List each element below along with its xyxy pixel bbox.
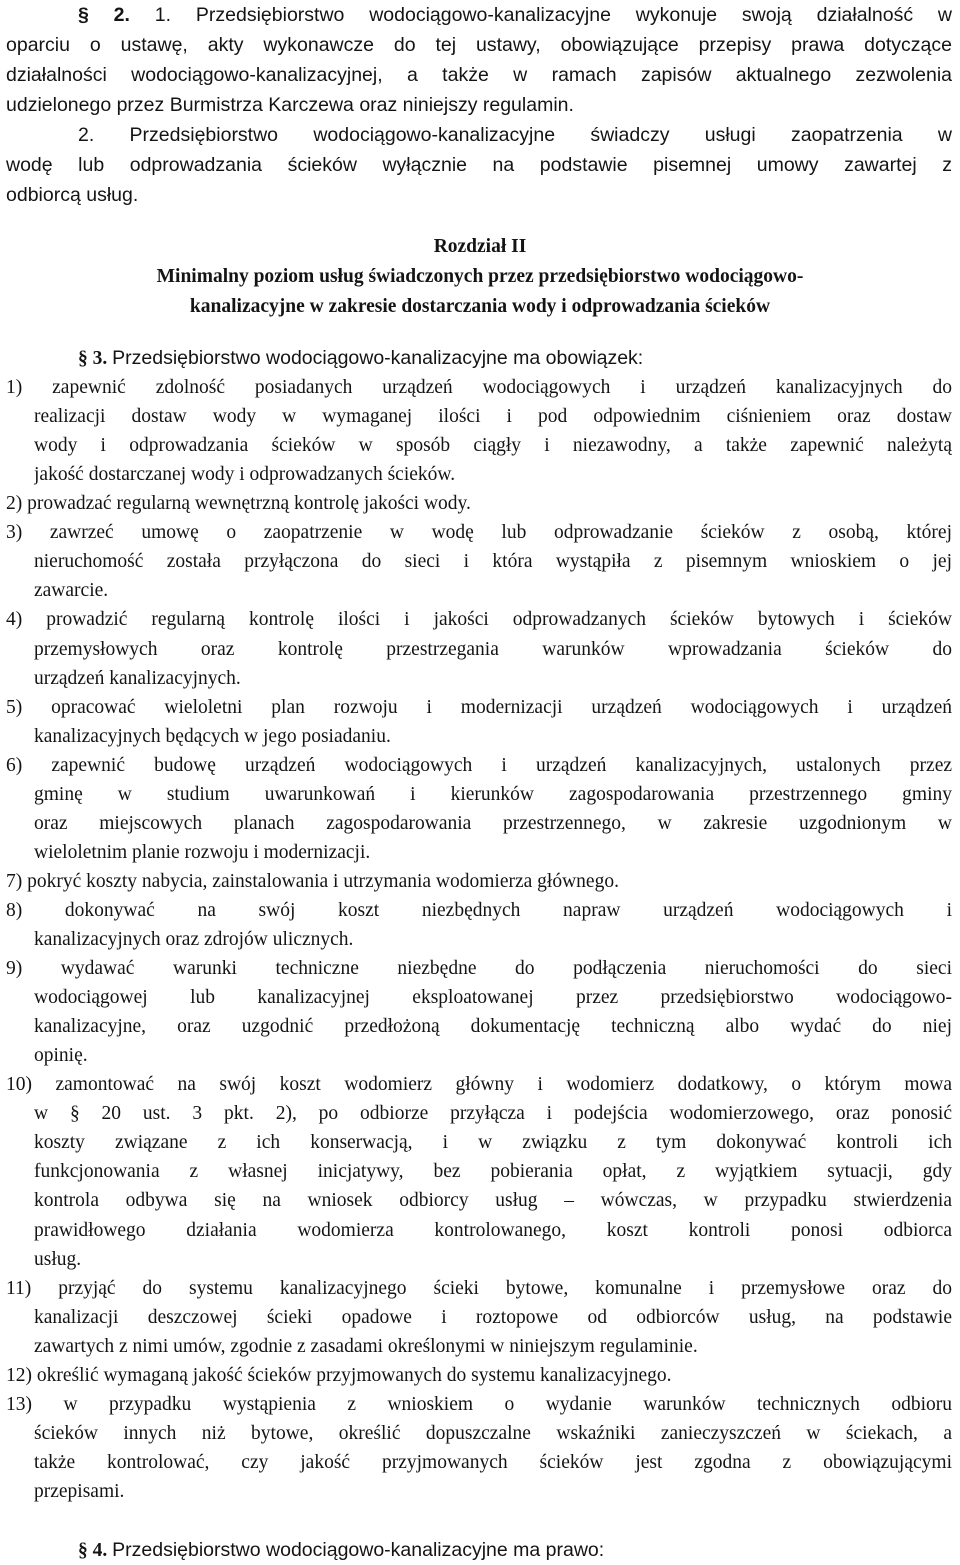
section-3-item-line: 6) zapewnić budowę urządzeń wodociągowych i urządzeń kanalizacyjnych, ustalonych przez: [6, 754, 952, 776]
section-3-item-line: wodociągowej lub kanalizacyjnej eksploatowanej przez przedsiębiorstwo wodociągowo-: [34, 987, 952, 1009]
section-3-item-line: usług.: [34, 1248, 82, 1270]
section-3-item-line: 10) zamontować na swój koszt wodomierz główny i wodomierz dodatkowy, o którym mowa: [6, 1074, 952, 1096]
section-3-item-line: 8) dokonywać na swój koszt niezbędnych napraw urządzeń wodociągowych i: [6, 899, 952, 921]
section-3-item-line: urządzeń kanalizacyjnych.: [34, 667, 241, 689]
chapter-heading: Rozdział II: [433, 236, 527, 257]
section-3-item-line: zawartych z nimi umów, zgodnie z zasadami określonymi w niniejszym regulaminie.: [34, 1335, 698, 1357]
section-3-item-line: przemysłowych oraz kontrolę przestrzegania warunków wprowadzania ścieków do: [34, 638, 952, 660]
section-3-lead: § 3. Przedsiębiorstwo wodociągowo-kanalizacyjne ma obowiązek:: [78, 347, 644, 369]
section-2-line: odbiorcą usług.: [6, 184, 139, 206]
section-2-line: 2. Przedsiębiorstwo wodociągowo-kanalizacyjne świadczy usługi zaopatrzenia w: [78, 124, 952, 146]
section-3-item-line: 3) zawrzeć umowę o zaopatrzenie w wodę lub odprowadzanie ścieków z osobą, której: [6, 522, 952, 544]
chapter-title-line: kanalizacyjne w zakresie dostarczania wody i odprowadzania ścieków: [189, 296, 771, 317]
section-3-item-line: ścieków innych niż bytowe, określić dopuszczalne wskaźniki zanieczyszczeń w ściekach, a: [34, 1422, 952, 1444]
section-4-number: § 4.: [78, 1540, 108, 1561]
section-2-line: wodę lub odprowadzania ścieków wyłącznie na podstawie pisemnej umowy zawartej z: [6, 154, 952, 176]
section-3-item-line: oraz miejscowych planach zagospodarowania przestrzennego, w zakresie uzgodnionym w: [34, 812, 952, 834]
section-3-item-line: zawarcie.: [34, 580, 109, 602]
section-3-item-line: jakość dostarczanej wody i odprowadzanych ścieków.: [34, 464, 456, 486]
section-3-item-line: 12) określić wymaganą jakość ścieków przyjmowanych do systemu kanalizacyjnego.: [6, 1364, 672, 1386]
section-3-item-line: gminę w studium uwarunkowań i kierunków zagospodarowania przestrzennego gminy: [34, 783, 952, 805]
section-3-item-line: 7) pokryć koszty nabycia, zainstalowania i utrzymania wodomierza głównego.: [6, 870, 619, 892]
section-3-item-line: 1) zapewnić zdolność posiadanych urządzeń wodociągowych i urządzeń kanalizacyjnych do: [6, 377, 952, 398]
section-3-item-line: w § 20 ust. 3 pkt. 2), po odbiorze przyłącza i podejścia wodomierzowego, oraz ponosić: [34, 1103, 952, 1125]
section-4-lead: § 4. Przedsiębiorstwo wodociągowo-kanalizacyjne ma prawo:: [78, 1539, 605, 1561]
section-3-item-line: 2) prowadzać regularną wewnętrzną kontrolę jakości wody.: [6, 493, 471, 515]
section-3-item-line: 5) opracować wieloletni plan rozwoju i modernizacji urządzeń wodociągowych i urządzeń: [6, 696, 952, 718]
section-3-item-line: 13) w przypadku wystąpienia z wnioskiem o wydanie warunków technicznych odbioru: [6, 1393, 952, 1415]
section-3-item-line: wieloletnim planie rozwoju i modernizacji.: [34, 841, 371, 863]
section-3-item-line: 11) przyjąć do systemu kanalizacyjnego ścieki bytowe, komunalne i przemysłowe oraz do: [6, 1277, 952, 1299]
section-2-line: udzielonego przez Burmistrza Karczewa oraz niniejszy regulamin.: [6, 94, 574, 116]
section-3-item-line: kanalizacji deszczowej ścieki opadowe i roztopowe od odbiorców usług, na podstawie: [34, 1306, 952, 1328]
section-2-number: § 2.: [78, 4, 130, 26]
section-3-item-line: kanalizacyjnych będących w jego posiadaniu.: [34, 725, 391, 747]
section-3-item-line: przepisami.: [34, 1480, 125, 1502]
section-3-item-line: opinię.: [34, 1045, 88, 1067]
section-3-item-line: 9) wydawać warunki techniczne niezbędne do podłączenia nieruchomości do sieci: [6, 958, 952, 979]
section-2-line-1: § 2. 1. Przedsiębiorstwo wodociągowo-kanalizacyjne wykonuje swoją działalność w: [78, 4, 952, 26]
section-3-item-line: koszty związane z ich konserwacją, i w związku z tym dokonywać kontroli ich: [34, 1132, 952, 1154]
section-2-line: oparciu o ustawę, akty wykonawcze do tej ustawy, obowiązujące przepisy prawa dotyczące: [6, 34, 952, 56]
section-3-item-line: 4) prowadzić regularną kontrolę ilości i jakości odprowadzanych ścieków bytowych i ścieków: [6, 609, 952, 631]
section-3-item-line: kanalizacyjne, oraz uzgodnić przedłożoną dokumentację techniczną albo wydać do niej: [34, 1016, 952, 1038]
section-3-item-line: nieruchomość została przyłączona do sieci i która wystąpiła z pisemnym wnioskiem o jej: [34, 551, 952, 573]
section-3-item-line: funkcjonowania z własnej inicjatywy, bez pobierania opłat, z wyjątkiem sytuacji, gdy: [34, 1161, 952, 1183]
section-3-item-line: prawidłowego działania wodomierza kontrolowanego, koszt kontroli ponosi odbiorca: [34, 1219, 952, 1241]
section-3-item-line: także kontrolować, czy jakość przyjmowanych ścieków jest zgodna z obowiązującymi: [34, 1451, 952, 1473]
section-2-line: działalności wodociągowo-kanalizacyjnej, a także w ramach zapisów aktualnego zezwolenia: [6, 64, 952, 86]
section-3-item-line: kontrola odbywa się na wniosek odbiorcy usług – wówczas, w przypadku stwierdzenia: [34, 1190, 952, 1212]
section-3-item-line: wody i odprowadzania ścieków w sposób ciągły i niezawodny, a także zapewnić należytą: [34, 435, 952, 457]
section-3-number: § 3.: [78, 348, 108, 369]
section-3-item-line: kanalizacyjnych oraz zdrojów ulicznych.: [34, 929, 354, 950]
chapter-title-line: Minimalny poziom usług świadczonych przez przedsiębiorstwo wodociągowo-: [156, 266, 804, 287]
section-3-item-line: realizacji dostaw wody w wymaganej ilości i pod odpowiednim ciśnieniem oraz dostaw: [34, 406, 952, 428]
